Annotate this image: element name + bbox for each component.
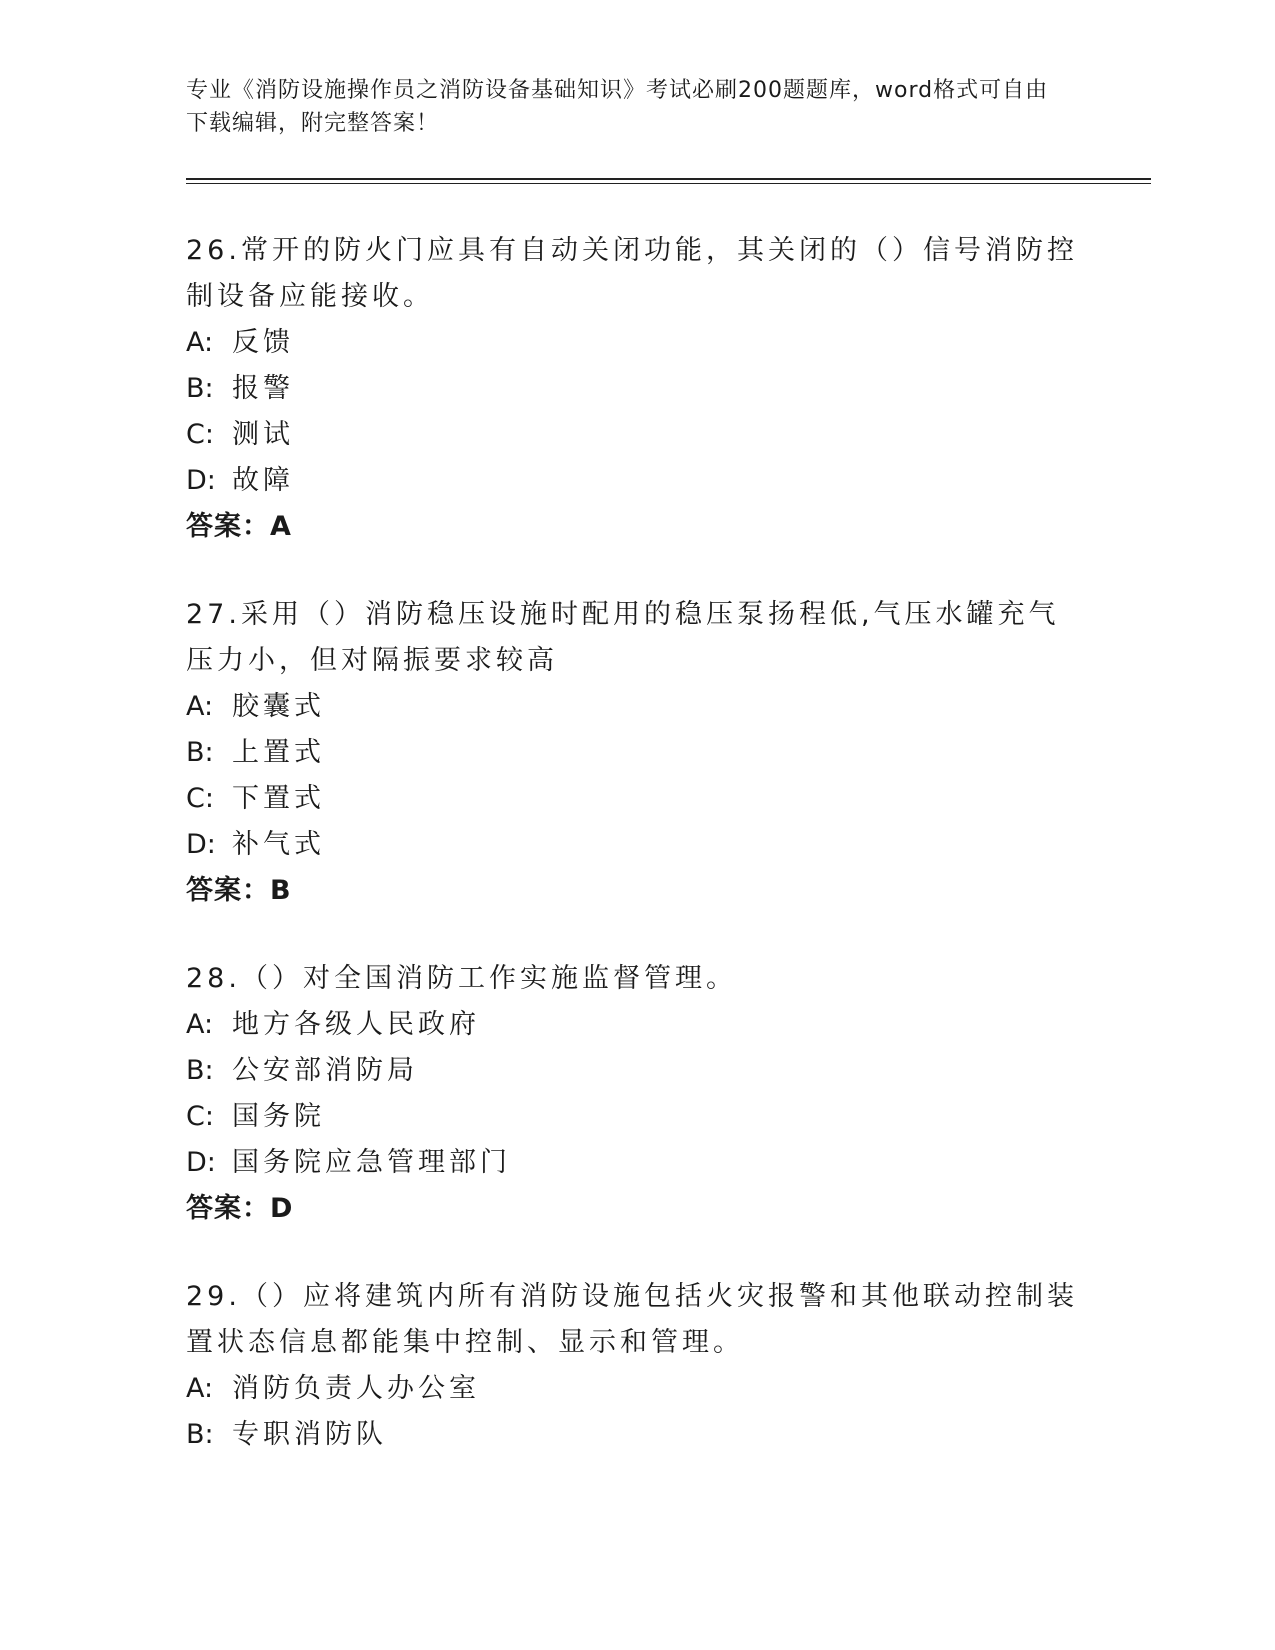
question-stem: 29.（）应将建筑内所有消防设施包括火灾报警和其他联动控制装置状态信息都能集中控制、显示和管理。 (186, 1281, 1078, 1358)
option-key: D: (186, 465, 216, 496)
option-a (186, 1002, 1086, 1048)
option-text: 地方各级人民政府 (232, 1009, 480, 1040)
option-text: 消防负责人办公室 (232, 1373, 480, 1404)
option-key: A: (186, 1373, 214, 1404)
option-key: C: (186, 419, 214, 450)
header-divider-thick (186, 178, 1151, 180)
option-b (186, 1412, 1086, 1458)
answer-line: 答案：D (186, 1193, 294, 1224)
option-text: 报警 (232, 373, 294, 404)
option-b (186, 366, 1086, 412)
option-text: 专职消防队 (232, 1419, 387, 1450)
option-key: D: (186, 1147, 216, 1178)
option-a (186, 684, 1086, 730)
option-key: A: (186, 1009, 214, 1040)
option-text: 上置式 (232, 737, 325, 768)
option-c (186, 412, 1086, 458)
option-text: 补气式 (232, 829, 325, 860)
option-key: C: (186, 1101, 214, 1132)
option-text: 故障 (232, 465, 294, 496)
option-b (186, 1048, 1086, 1094)
question-list (186, 228, 1086, 1500)
document-header: 专业《消防设施操作员之消防设备基础知识》考试必刷200题题库，word格式可自由下载编辑，附完整答案！ (186, 78, 1049, 136)
option-text: 公安部消防局 (232, 1055, 418, 1086)
option-text: 测试 (232, 419, 294, 450)
option-key: A: (186, 691, 214, 722)
option-text: 胶囊式 (232, 691, 325, 722)
option-key: B: (186, 373, 214, 404)
option-d (186, 822, 1086, 868)
option-d (186, 458, 1086, 504)
option-key: B: (186, 737, 214, 768)
option-key: D: (186, 829, 216, 860)
question-26 (186, 228, 1086, 550)
header-divider-thin (186, 183, 1151, 184)
option-c (186, 776, 1086, 822)
answer-line: 答案：A (186, 511, 292, 542)
option-text: 反馈 (232, 327, 294, 358)
question-29 (186, 1274, 1086, 1458)
answer-line: 答案：B (186, 875, 292, 906)
question-stem: 27.采用（）消防稳压设施时配用的稳压泵扬程低,气压水罐充气压力小，但对隔振要求较高 (186, 599, 1060, 676)
option-c (186, 1094, 1086, 1140)
question-27 (186, 592, 1086, 914)
option-key: C: (186, 783, 214, 814)
option-text: 下置式 (232, 783, 325, 814)
option-key: B: (186, 1055, 214, 1086)
question-stem: 28.（）对全国消防工作实施监督管理。 (186, 963, 737, 994)
option-key: B: (186, 1419, 214, 1450)
option-key: A: (186, 327, 214, 358)
question-28 (186, 956, 1086, 1232)
question-stem: 26.常开的防火门应具有自动关闭功能，其关闭的（）信号消防控制设备应能接收。 (186, 235, 1078, 312)
option-a (186, 320, 1086, 366)
option-d (186, 1140, 1086, 1186)
option-a (186, 1366, 1086, 1412)
option-b (186, 730, 1086, 776)
option-text: 国务院 (232, 1101, 325, 1132)
option-text: 国务院应急管理部门 (232, 1147, 511, 1178)
